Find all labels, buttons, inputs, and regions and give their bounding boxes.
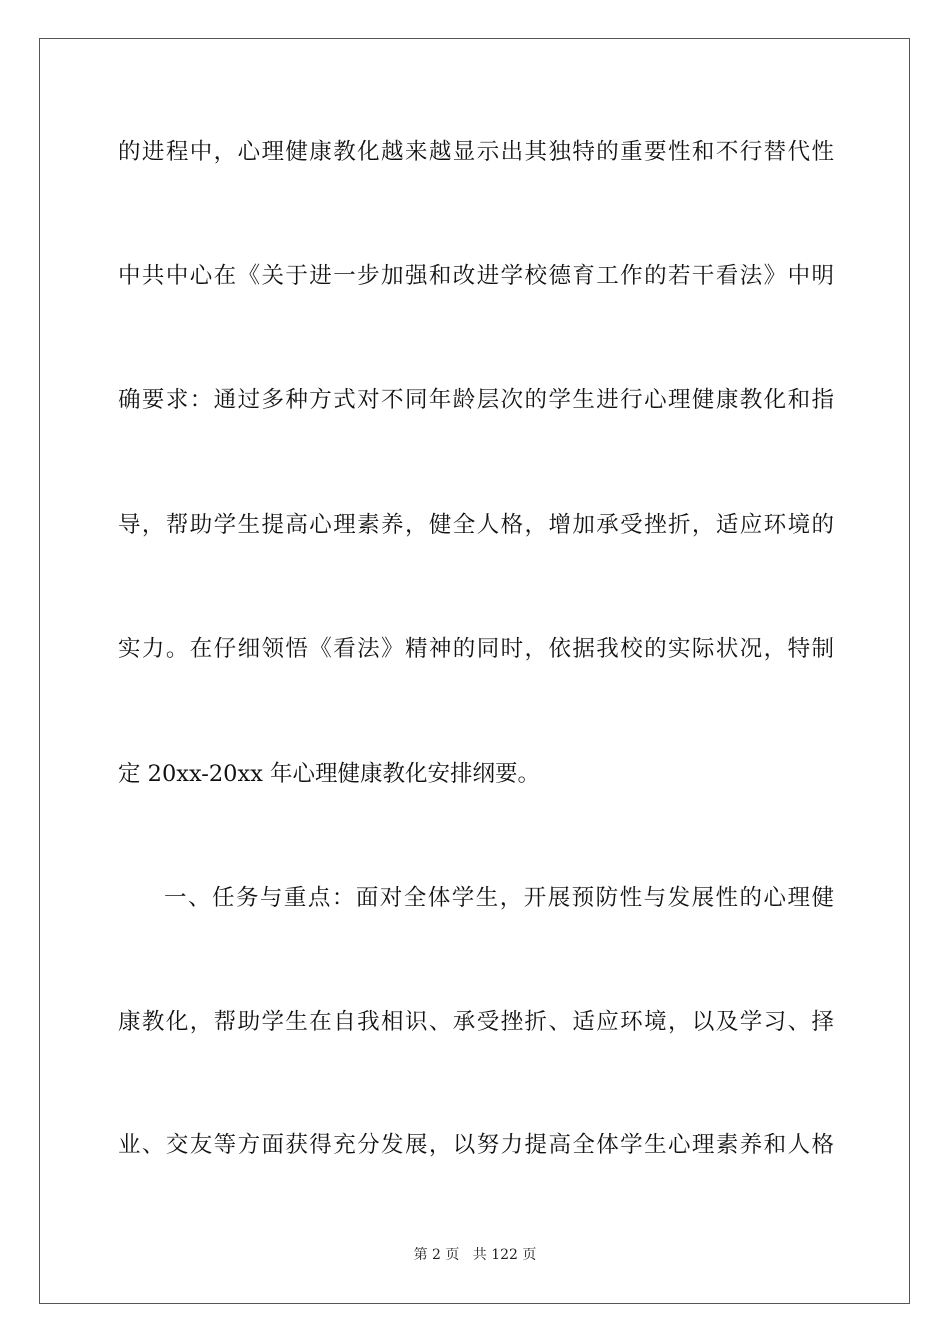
body-text-line-9: 业、交友等方面获得充分发展，以努力提高全体学生心理素养和人格 [118,1132,834,1158]
page-frame [39,38,910,1304]
body-text-line-5: 实力。在仔细领悟《看法》精神的同时，依据我校的实际状况，特制 [118,636,834,662]
body-text-line-2: 中共中心在《关于进一步加强和改进学校德育工作的若干看法》中明 [118,263,834,289]
body-text-line-8: 康教化，帮助学生在自我相识、承受挫折、适应环境，以及学习、择 [118,1009,834,1035]
section-heading-line: 一、任务与重点：面对全体学生，开展预防性与发展性的心理健 [164,885,834,911]
body-text-line-1: 的进程中，心理健康教化越来越显示出其独特的重要性和不行替代性 [118,139,834,165]
body-text-line-6: 定 20xx-20xx 年心理健康教化安排纲要。 [118,761,541,787]
body-text-line-4: 导，帮助学生提高心理素养，健全人格，增加承受挫折，适应环境的 [118,512,834,538]
total-pages: 共 122 页 [472,1247,537,1263]
page-footer [0,1246,950,1264]
page-number: 第 2 页 [413,1247,460,1263]
body-text-line-3: 确要求：通过多种方式对不同年龄层次的学生进行心理健康教化和指 [118,387,834,413]
